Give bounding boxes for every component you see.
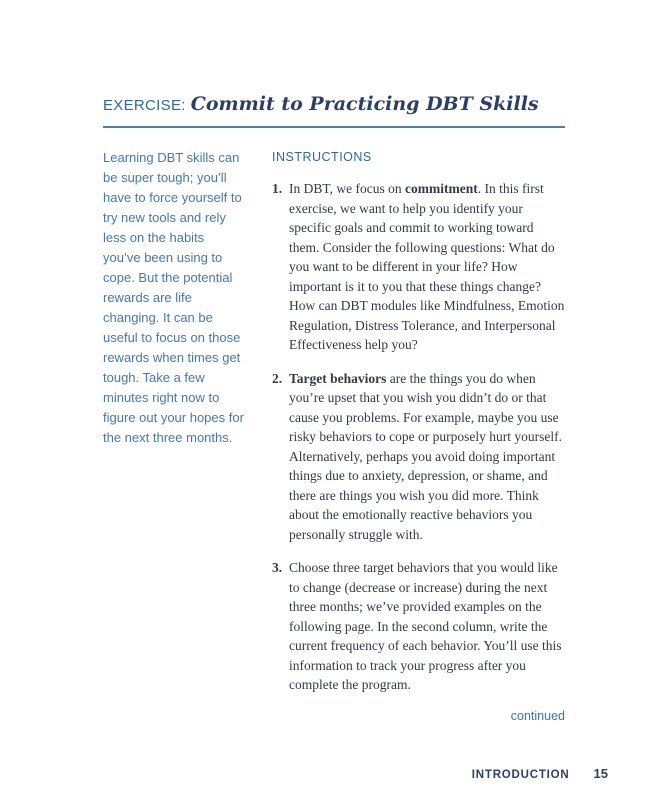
page-title: Commit to Practicing DBT Skills (190, 93, 539, 115)
page-footer (472, 766, 608, 781)
list-item-text (289, 558, 565, 695)
item-text-bold: commitment (404, 181, 478, 196)
footer-page-number: 15 (593, 766, 608, 781)
instructions-heading: INSTRUCTIONS (272, 150, 372, 164)
list-item-number: 2. (272, 370, 283, 386)
list-item (272, 369, 565, 545)
item-text-pre: In DBT, we focus on (289, 181, 405, 196)
item-text-post: are the things you do when you’re upset that you wish you didn’t do or that cause you problems. For example, maybe you use risky behaviors to cope or purposely hurt yourself. Alternatively, perhaps you avoid doing important things due to anxiety, depression, or shame, and there are things you wish you did more. Think about the emotionally reactive behaviors you personally struggle with. (289, 370, 562, 542)
footer-section-label: INTRODUCTION (471, 769, 570, 781)
content-columns (103, 148, 565, 723)
list-item-text (289, 369, 565, 545)
list-item-number: 1. (272, 181, 283, 196)
item-text-post: Choose three target behaviors that you would like to change (decrease or increase) during the next three months; we’ve provided examples on the following page. In the second column, write the current frequency of each behavior. You’ll use this information to track your progress after you complete the program. (289, 560, 562, 692)
title-divider (103, 126, 565, 128)
item-text-post: . In this first exercise, we want to help you identify your specific goals and commit to working toward them. Consider the following questions: What do you want to be different in your life? How important is it to you that these things change? How can DBT modules like Mindfulness, Emotion Regulation, Distress Tolerance, and Interpersonal Effectiveness help you? (289, 181, 565, 352)
list-item-text (289, 179, 565, 355)
sidebar-note: Learning DBT skills can be super tough; you’ll have to force yourself to try new tools and rely less on the habits you’ve been using to cope. But the potential rewards are life changing. It can be useful to focus on those rewards when times get tough. Take a few minutes right now to figure out your hopes for the next three months. (103, 150, 244, 445)
continued-label: continued (510, 708, 565, 723)
list-item-number: 3. (272, 560, 283, 575)
page-header (103, 93, 539, 115)
item-text-bold: Target behaviors (289, 370, 387, 386)
list-item (272, 558, 565, 695)
list-item (272, 179, 565, 355)
instructions-column (272, 148, 565, 723)
exercise-label: EXERCISE: (103, 97, 186, 114)
